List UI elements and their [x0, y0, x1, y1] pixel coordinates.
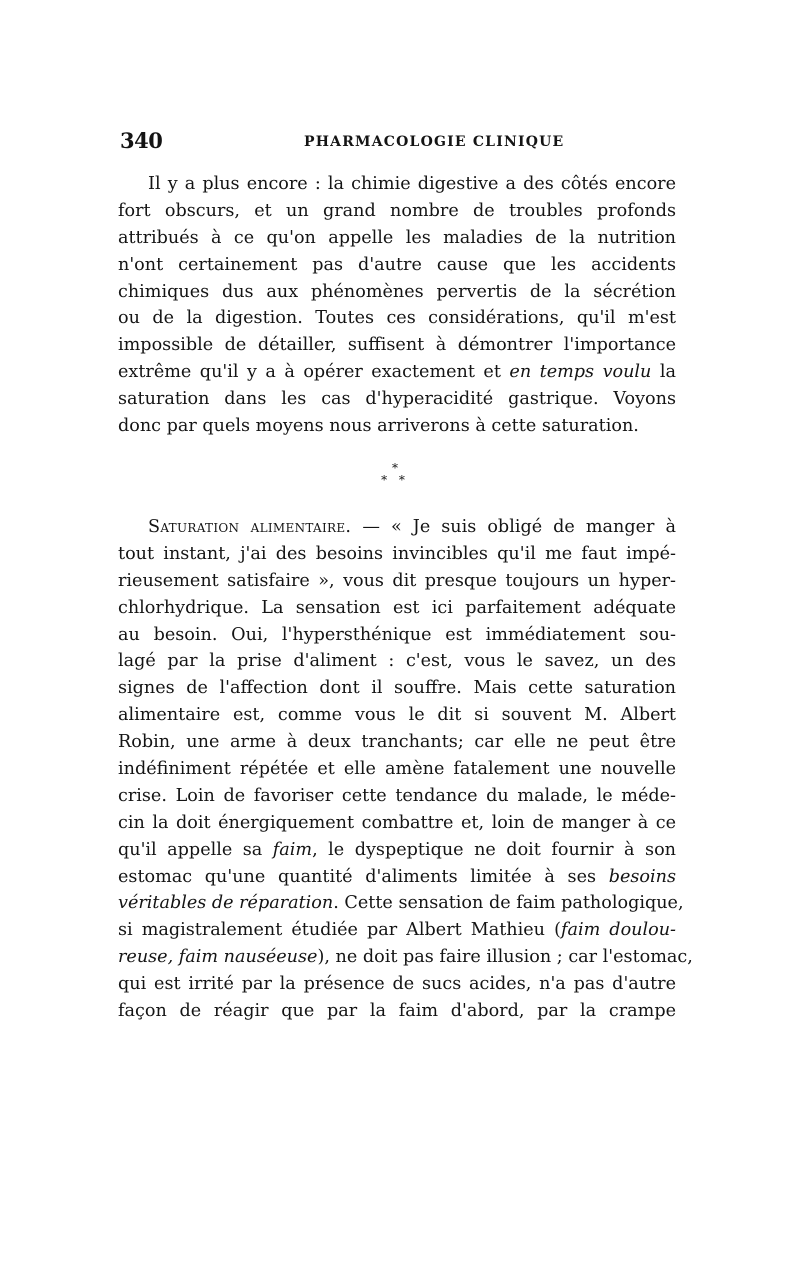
text-segment: la: [651, 362, 676, 383]
text-segment: . Cette sensation de faim pathologique,: [333, 893, 684, 914]
text-line: Il y a plus encore : la chimie digestive a des côtés encore: [148, 174, 676, 194]
asterism-bottom: * *: [381, 473, 409, 487]
text-line: saturation dans les cas d'hyperacidité gastrique. Voyons: [118, 389, 676, 410]
italic-phrase: véritables de réparation: [118, 893, 334, 914]
running-head: PHARMACOLOGIE CLINIQUE: [304, 134, 565, 150]
text-line: ou de la digestion. Toutes ces considérations, qu'il m'est: [118, 308, 676, 329]
text-line: indéfiniment répétée et elle amène fatalement une nouvelle: [118, 759, 676, 780]
text-line: [118, 864, 676, 891]
text-line: lagé par la prise d'aliment : c'est, vous le savez, un des: [118, 651, 676, 672]
italic-word: besoins: [608, 866, 676, 887]
text-line: alimentaire est, comme vous le dit si souvent M. Albert: [118, 705, 676, 726]
text-line: façon de réagir que par la faim d'abord, par la crampe: [118, 1001, 676, 1022]
text-line: chlorhydrique. La sensation est ici parfaitement adéquate: [118, 597, 676, 618]
text-segment: estomac qu'une quantité d'aliments limitée à ses: [118, 866, 609, 887]
italic-phrase: faim doulou-: [560, 920, 676, 941]
text-line: [118, 890, 684, 917]
section-heading: Saturation alimentaire.: [148, 517, 352, 537]
page-header: [118, 128, 678, 156]
text-line: n'ont certainement pas d'autre cause que les accidents: [118, 254, 676, 275]
text-line: tout instant, j'ai des besoins invincibles qu'il me faut impé-: [118, 543, 676, 564]
asterism-top: *: [392, 461, 398, 475]
text-segment: — « Je suis obligé de manger à: [351, 517, 676, 537]
text-line: signes de l'affection dont il souffre. Mais cette saturation: [118, 678, 676, 699]
text-line: attribués à ce qu'on appelle les maladies de la nutrition: [118, 227, 676, 248]
text-segment: , le dyspeptique ne doit fournir à son: [312, 839, 676, 860]
text-line: [118, 514, 676, 541]
text-line: crise. Loin de favoriser cette tendance du malade, le méde-: [118, 785, 676, 806]
text-line: [118, 837, 676, 864]
text-line: cin la doit énergiquement combattre et, loin de manger à ce: [118, 812, 676, 833]
text-segment: ), ne doit pas faire illusion ; car l'estomac,: [317, 947, 693, 968]
text-line: fort obscurs, et un grand nombre de troubles profonds: [118, 200, 676, 221]
text-segment: qu'il appelle sa: [118, 839, 273, 860]
section-separator: [377, 462, 413, 498]
text-line: impossible de détailler, suffisent à démontrer l'importance: [118, 335, 676, 356]
paragraph-chemistry: [118, 171, 676, 440]
italic-phrase: reuse, faim nauséeuse: [118, 947, 318, 968]
text-line: [118, 359, 676, 386]
page-number: 340: [120, 128, 163, 153]
italic-phrase: en temps voulu: [509, 362, 652, 383]
text-line: au besoin. Oui, l'hypersthénique est immédiatement sou-: [118, 624, 676, 645]
italic-word: faim: [272, 839, 313, 860]
text-line: Robin, une arme à deux tranchants; car elle ne peut être: [118, 732, 676, 753]
text-line: qui est irrité par la présence de sucs acides, n'a pas d'autre: [118, 974, 676, 995]
text-line: rieusement satisfaire », vous dit presque toujours un hyper-: [118, 570, 676, 591]
text-line: chimiques dus aux phénomènes pervertis de la sécrétion: [118, 281, 676, 302]
text-line: donc par quels moyens nous arriverons à cette saturation.: [118, 416, 639, 437]
text-segment: si magistralement étudiée par Albert Mathieu (: [118, 920, 561, 941]
text-line: [118, 917, 676, 944]
text-line: [118, 944, 693, 971]
paragraph-saturation: [118, 514, 693, 1025]
text-segment: extrême qu'il y a à opérer exactement et: [118, 362, 510, 383]
